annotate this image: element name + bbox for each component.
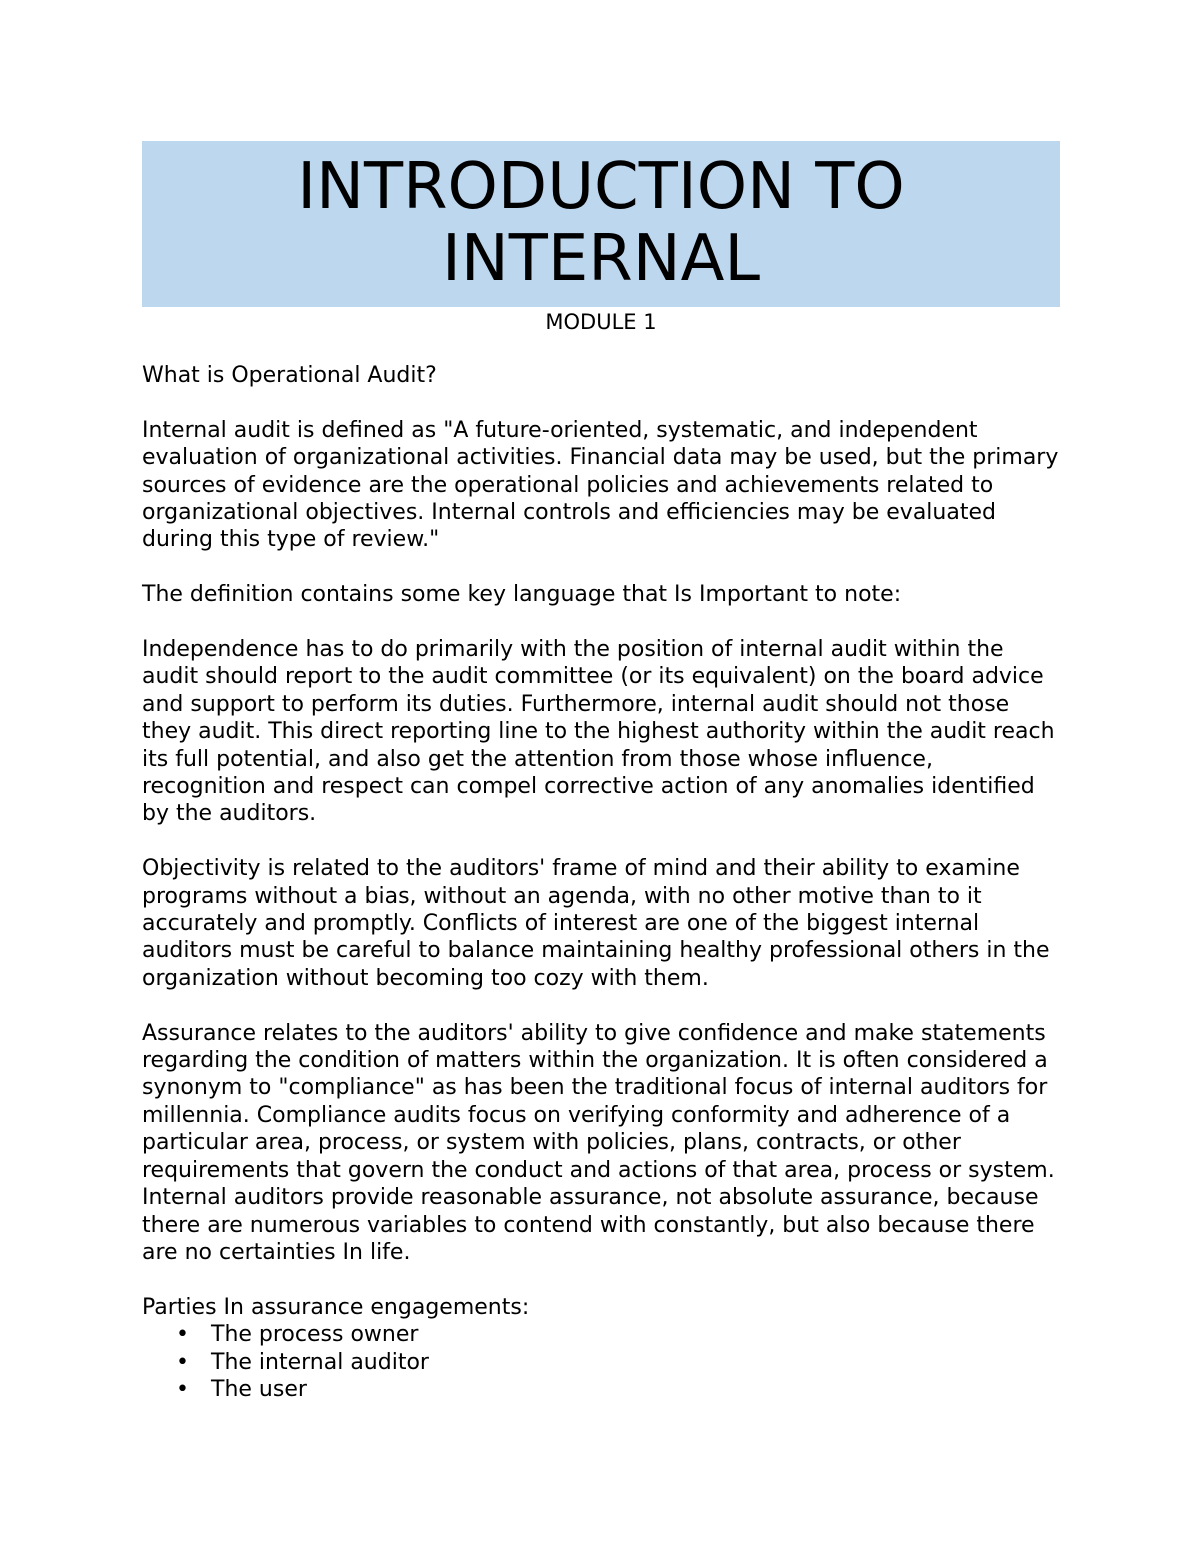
list-item-label: The process owner — [211, 1322, 419, 1348]
bullet-icon: • — [176, 1376, 189, 1402]
list-item-label: The internal auditor — [211, 1349, 429, 1375]
list-item — [142, 1376, 1060, 1403]
paragraph-independence: Independence has to do primarily with the position of internal audit within the audit should report to the audit committee (or its equivalent) on the board advice and support to perform its duties. Furthermore, internal audit should not those they audit. This direct reporting line to the highest authority within the audit reach its full potential, and also get the attention from those whose influence, recognition and respect can compel corrective action of any anomalies identified by the auditors. — [142, 637, 1055, 827]
paragraph-definition: Internal audit is defined as "A future-oriented, systematic, and independent evaluation of organizational activities. Financial data may be used, but the primary sources of evidence are the operational policies and achievements related to organizational objectives. Internal controls and efficiencies may be evaluated during this type of review." — [142, 417, 1059, 553]
list-item — [142, 1321, 1060, 1348]
parties-heading: Parties In assurance engagements: — [142, 1294, 530, 1320]
document-page — [142, 141, 1060, 1403]
paragraph-key-language: The definition contains some key language that Is Important to note: — [142, 582, 902, 608]
paragraph-assurance: Assurance relates to the auditors' ability to give confidence and make statements regarding the condition of matters within the organization. It is often considered a synonym to "compliance" as has been the traditional focus of internal auditors for millennia. Compliance audits focus on verifying conformity and adherence of a particular area, process, or system with policies, plans, contracts, or other requirements that govern the conduct and actions of that area, process or system. Internal auditors provide reasonable assurance, not absolute assurance, because there are numerous variables to contend with constantly, but also because there are no certainties In life. — [142, 1020, 1055, 1265]
paragraph-objectivity: Objectivity is related to the auditors' frame of mind and their ability to examine programs without a bias, without an agenda, with no other motive than to it accurately and promptly. Conflicts of interest are one of the biggest internal auditors must be careful to balance maintaining healthy professional others in the organization without becoming too cozy with them. — [142, 856, 1050, 991]
parties-list — [142, 1321, 1060, 1403]
title-banner — [142, 141, 1060, 307]
document-body — [142, 362, 1060, 1403]
module-subtitle: MODULE 1 — [545, 310, 657, 334]
list-item-label: The user — [211, 1376, 307, 1402]
bullet-icon: • — [176, 1322, 189, 1348]
document-title-line-2: INTERNAL — [441, 222, 761, 296]
list-item — [142, 1349, 1060, 1376]
section-question: What is Operational Audit? — [142, 363, 437, 388]
bullet-icon: • — [176, 1349, 189, 1375]
document-title-line-1: INTRODUCTION TO — [297, 150, 905, 224]
